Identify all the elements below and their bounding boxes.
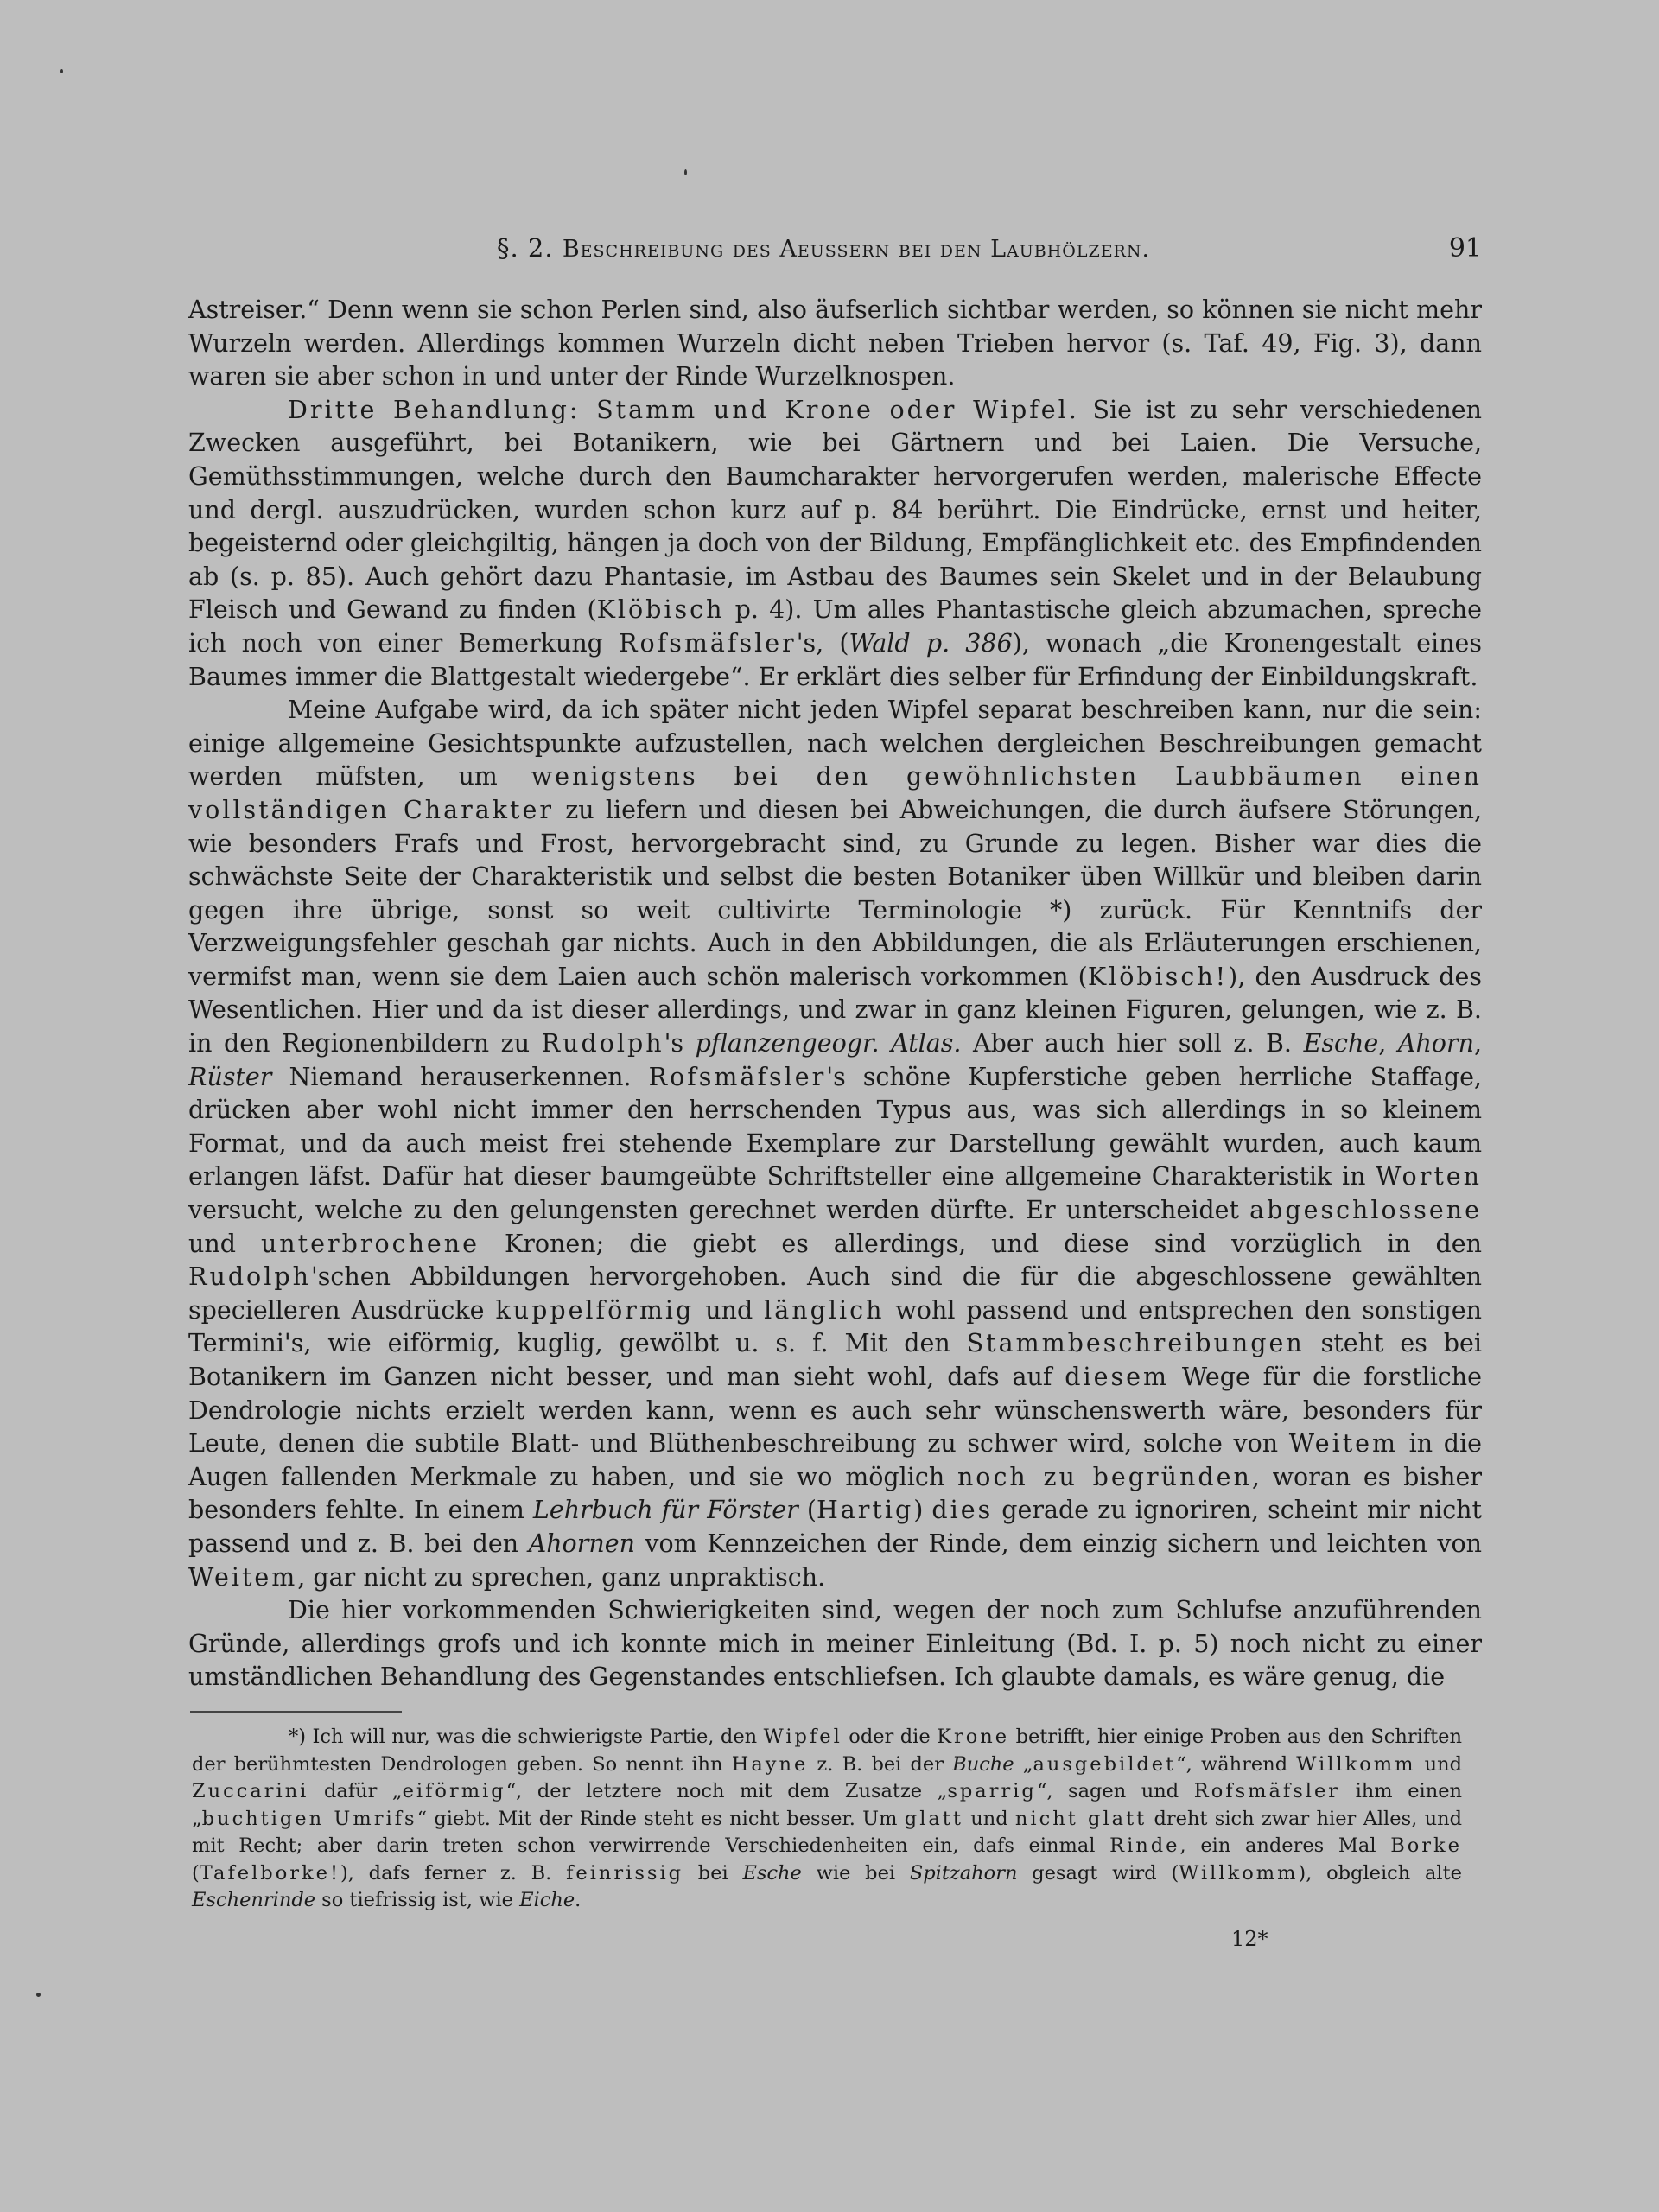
text: zu liefern und diesen bei Abweichungen, die durch äufsere Störungen, wie besonders Frafs und Frost, hervorgebracht sind, zu Grunde zu legen. Bisher war dies die schwächste Seite der Charakteristik und selbst die besten Botaniker üben Willkür und bleiben darin gegen ihre übrige, sonst so weit cultivirte Terminologie *) zurück. Für Kenntnifs der Verzweigungsfehler geschah gar nichts. Auch in den Abbildungen, die als Erläuterungen erschienen, vermifst man, wenn sie dem Laien auch schön malerisch vorkommen ( bbox=[188, 795, 1482, 991]
text: ihm einen „ bbox=[192, 1780, 1463, 1830]
sheet-signature: 12* bbox=[1231, 1927, 1268, 1951]
spaced-emphasis: kuppelförmig bbox=[495, 1295, 695, 1325]
spaced-heading: Dritte Behandlung: Stamm und Krone oder Wipfel. bbox=[288, 395, 1079, 424]
spaced-term: nicht glatt bbox=[1014, 1807, 1147, 1830]
body-text bbox=[188, 294, 1482, 1694]
text: ), dafs ferner z. B. bbox=[340, 1861, 567, 1885]
spaced-term: Borke bbox=[1390, 1834, 1462, 1857]
text: Niemand herauserkennen. bbox=[271, 1062, 649, 1091]
spaced-emphasis: abgeschlossene bbox=[1249, 1196, 1482, 1225]
text: z. B. bei der bbox=[808, 1752, 953, 1776]
text: ), den Ausdruck des Wesentlichen. Hier und da ist dieser allerdings, und zwar in ganz kleinen Figuren, gelungen, wie z. B. in den Regionenbildern zu bbox=[188, 962, 1483, 1058]
text: dreht sich zwar hier Alles, und mit Recht; aber darin treten schon verwirrende Verschiedenheiten ein, dafs einmal bbox=[192, 1807, 1462, 1857]
spaced-name: Zuccarini bbox=[192, 1780, 309, 1802]
italic-term: Ahornen bbox=[528, 1529, 635, 1558]
italic-term: Esche bbox=[1303, 1029, 1379, 1058]
italic-term: Esche bbox=[742, 1861, 802, 1885]
italic-citation: Wald p. 386 bbox=[849, 628, 1013, 658]
text: ), wonach „die Kronengestalt eines Baumes immer die Blattgestalt wiedergebe“. Er erklärt dies selber für Erfindung der Einbildungskraft. bbox=[188, 628, 1482, 691]
italic-term: Buche bbox=[952, 1752, 1014, 1776]
section-heading bbox=[497, 233, 1150, 263]
text: Kronen; die giebt es allerdings, und diese sind vorzüglich in den bbox=[480, 1229, 1483, 1258]
text: so tiefrissig ist, wie bbox=[315, 1889, 520, 1911]
text: gerade zu ignoriren, scheint mir nicht passend und z. B. bei den bbox=[188, 1496, 1482, 1558]
spaced-name: Willkomm bbox=[1296, 1752, 1416, 1776]
text: ) bbox=[913, 1496, 932, 1525]
italic-term: Ahorn bbox=[1397, 1029, 1474, 1058]
spaced-term: Rinde bbox=[1109, 1834, 1180, 1857]
text: “, sagen und bbox=[1036, 1780, 1194, 1802]
text: Aber auch hier soll z. B. bbox=[961, 1029, 1304, 1058]
scan-speck bbox=[684, 169, 687, 175]
spaced-name: Klöbisch! bbox=[1087, 962, 1229, 991]
text: Meine Aufgabe wird, da ich später nicht jeden Wipfel separat beschreiben kann, nur die sein: einige allgemeine Gesichtspunkte aufzustellen, nach welchen dergleichen Beschreibungen gemacht werden müfsten, um bbox=[188, 696, 1482, 791]
spaced-name: Rofsmäfsler bbox=[648, 1062, 827, 1091]
italic-term: Rüster bbox=[188, 1062, 272, 1091]
italic-term: Eschenrinde bbox=[192, 1889, 316, 1911]
italic-citation: Lehrbuch für Förster bbox=[532, 1496, 798, 1525]
spaced-name: Willkomm bbox=[1179, 1861, 1299, 1885]
italic-term: Spitzahorn bbox=[909, 1861, 1018, 1885]
text: ( bbox=[192, 1861, 200, 1885]
spaced-emphasis: länglich bbox=[764, 1295, 885, 1325]
italic-term: Eiche bbox=[519, 1889, 575, 1911]
text: , gar nicht zu sprechen, ganz unpraktisch. bbox=[297, 1562, 826, 1592]
text: betrifft, hier einige Proben aus den Schriften der berühmtesten Dendrologen geben. So nennt ihn bbox=[192, 1726, 1462, 1776]
spaced-name: Rudolph bbox=[541, 1029, 664, 1058]
footnote bbox=[192, 1724, 1462, 1915]
spaced-name: Rofsmäfsler bbox=[619, 628, 797, 658]
text: gesagt wird ( bbox=[1017, 1861, 1179, 1885]
text: 's bbox=[664, 1029, 696, 1058]
text: Sie ist zu sehr verschiedenen Zwecken ausgeführt, bei Botanikern, wie bei Gärtnern und bei Laien. Die Versuche, Gemüthsstimmungen, welche durch den Baumcharakter hervorgerufen werden, malerische Effecte und dergl. auszudrücken, wurden schon kurz auf p. 84 berührt. Die Eindrücke, ernst und heiter, begeisternd oder gleichgiltig, hängen ja doch von der Bildung, Empfänglichkeit etc. des Empfindenden ab (s. p. 85). Auch gehört dazu Phantasie, im Astbau des Baumes sein Skelet und in der Belaubung Fleisch und Gewand zu finden ( bbox=[188, 395, 1482, 625]
text: Wege für die forstliche Dendrologie nichts erzielt werden kann, wenn es auch sehr wünschenswerth wäre, besonders für Leute, denen die subtile Blatt- und Blüthenbeschreibung zu schwer wird, solche von bbox=[188, 1363, 1482, 1459]
text: und bbox=[1415, 1752, 1462, 1776]
text: p. 4). Um alles Phantastische gleich abzumachen, spreche ich noch von einer Bemerkung bbox=[188, 595, 1482, 658]
text: dafür „ bbox=[308, 1780, 403, 1802]
spaced-name: Hartig bbox=[816, 1496, 914, 1525]
text: steht es bei Botanikern im Ganzen nicht besser, und man sieht wohl, dafs auf bbox=[188, 1329, 1482, 1391]
page-number: 91 bbox=[1448, 233, 1482, 264]
text: oder die bbox=[842, 1726, 938, 1748]
text: „ bbox=[1014, 1752, 1033, 1776]
spaced-name: Klöbisch bbox=[596, 595, 725, 625]
spaced-term: feinrissig bbox=[566, 1861, 684, 1885]
spaced-emphasis: noch zu begründen bbox=[957, 1462, 1252, 1491]
paragraph-2 bbox=[188, 394, 1482, 694]
running-header bbox=[190, 233, 1482, 276]
text: versucht, welche zu den gelungensten gerechnet werden dürfte. Er unterscheidet bbox=[188, 1196, 1250, 1225]
paragraph-3 bbox=[188, 694, 1482, 1594]
text: wohl passend und entsprechen den sonstigen Termini's, wie eiförmig, kuglig, gewölbt u. s. f. Mit den bbox=[188, 1295, 1483, 1358]
spaced-term: Wipfel bbox=[763, 1726, 842, 1748]
text: 's schöne Kupferstiche geben herrliche Staffage, drücken aber wohl nicht immer den herrschenden Typus aus, was sich allerdings in so kleinem Format, und da auch meist frei stehende Exemplare zur Darstellung gewählt wurden, auch kaum erlangen läfst. Dafür hat dieser baumgeübte Schriftsteller eine allgemeine Charakteristik in bbox=[188, 1062, 1482, 1192]
text: , bbox=[1378, 1029, 1398, 1058]
text: wie bei bbox=[801, 1861, 910, 1885]
spaced-emphasis: Weitem bbox=[188, 1562, 298, 1592]
text: und bbox=[188, 1229, 261, 1258]
text: “ giebt. Mit der Rinde steht es nicht besser. Um bbox=[416, 1807, 905, 1830]
italic-citation: pflanzengeogr. Atlas. bbox=[695, 1029, 962, 1058]
section-title: Beschreibung des Aeussern bei den Laubhölzern. bbox=[562, 236, 1151, 263]
text: bei bbox=[683, 1861, 743, 1885]
scan-speck bbox=[60, 69, 63, 73]
text: , woran es bisher besonders fehlte. In einem bbox=[188, 1462, 1482, 1525]
footnote-divider bbox=[190, 1711, 402, 1713]
spaced-name: Rofsmäfsler bbox=[1193, 1780, 1341, 1802]
spaced-emphasis: Stammbeschreibungen bbox=[966, 1329, 1305, 1358]
spaced-term: sparrig bbox=[947, 1780, 1037, 1802]
text: und bbox=[963, 1807, 1015, 1830]
spaced-term: Tafelborke! bbox=[199, 1861, 340, 1885]
text: , ein anderes Mal bbox=[1179, 1834, 1391, 1857]
text: Astreiser.“ Denn wenn sie schon Perlen sind, also äufserlich sichtbar werden, so können sie nicht mehr Wurzeln werden. Allerdings kommen Wurzeln dicht neben Trieben hervor (s. Taf. 49, Fig. 3), dann waren sie aber schon in und unter der Rinde Wurzelknospen. bbox=[188, 296, 1482, 391]
spaced-name: Rudolph bbox=[188, 1262, 311, 1292]
text: und bbox=[694, 1295, 765, 1325]
text: “, der letztere noch mit dem Zusatze „ bbox=[505, 1780, 948, 1802]
spaced-emphasis: Weitem bbox=[1288, 1429, 1399, 1459]
spaced-emphasis: Worten bbox=[1376, 1162, 1482, 1192]
paragraph-1 bbox=[188, 294, 1482, 394]
spaced-emphasis: wenigstens bei den gewöhnlichsten Laubbäumen einen vollständigen Charakter bbox=[188, 762, 1482, 824]
text: *) Ich will nur, was die schwierigste Partie, den bbox=[289, 1726, 764, 1748]
text: , bbox=[1473, 1029, 1482, 1058]
spaced-term: eiförmig bbox=[402, 1780, 506, 1802]
spaced-emphasis: dies bbox=[931, 1496, 994, 1525]
text: “, während bbox=[1176, 1752, 1297, 1776]
spaced-term: buchtigen Umrifs bbox=[201, 1807, 417, 1830]
spaced-emphasis: unterbrochene bbox=[260, 1229, 480, 1258]
text: 'schen Abbildungen hervorgehoben. Auch sind die für die abgeschlossene gewählten specielleren Ausdrücke bbox=[188, 1262, 1482, 1325]
spaced-name: Hayne bbox=[731, 1752, 809, 1776]
text: ( bbox=[798, 1496, 817, 1525]
text: ), obgleich alte bbox=[1298, 1861, 1462, 1885]
spaced-term: glatt bbox=[904, 1807, 963, 1830]
paragraph-4 bbox=[188, 1594, 1482, 1694]
scan-speck bbox=[36, 1993, 41, 1997]
text: 's, ( bbox=[796, 628, 849, 658]
text: in die Augen fallenden Merkmale zu haben, und sie wo möglich bbox=[188, 1429, 1482, 1491]
text: . bbox=[575, 1889, 582, 1911]
spaced-emphasis: diesem bbox=[1065, 1363, 1170, 1391]
spaced-term: Krone bbox=[937, 1726, 1010, 1748]
spaced-term: ausgebildet bbox=[1033, 1752, 1177, 1776]
section-number: §. 2. bbox=[497, 233, 554, 263]
text: vom Kennzeichen der Rinde, dem einzig sichern und leichten von bbox=[634, 1529, 1482, 1558]
text: Die hier vorkommenden Schwierigkeiten sind, wegen der noch zum Schlufse anzuführenden Gründe, allerdings grofs und ich konnte mich in meiner Einleitung (Bd. I. p. 5) noch nicht zu einer umständlichen Behandlung des Gegenstandes entschliefsen. Ich glaubte damals, es wäre genug, die bbox=[188, 1596, 1482, 1692]
